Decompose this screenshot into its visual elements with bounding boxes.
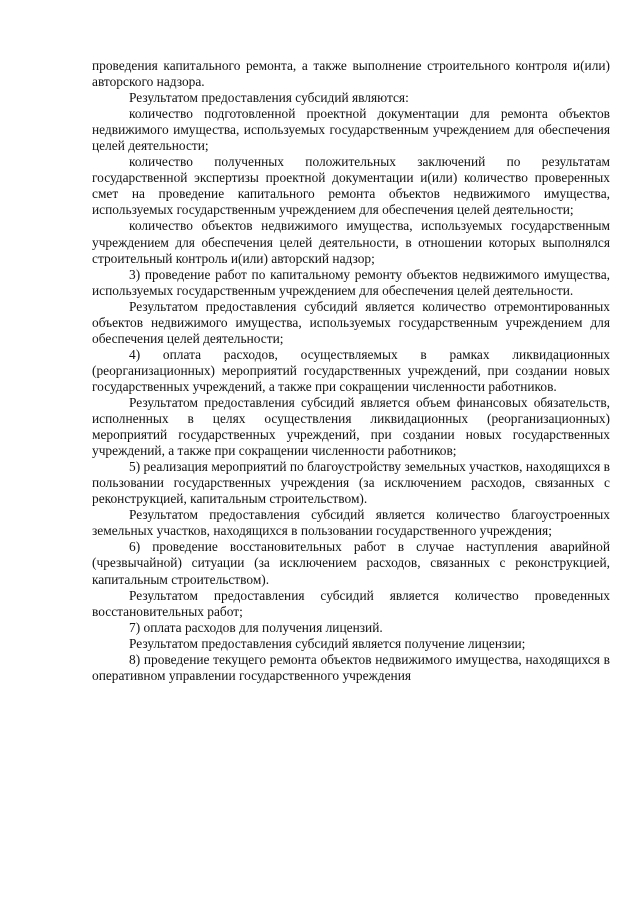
paragraph: Результатом предоставления субсидий являются: <box>129 90 409 106</box>
document-page <box>92 58 610 684</box>
paragraph: количество подготовленной проектной документации для ремонта объектов недвижимого имущества, используемых государственным учреждением для обеспечения целей деятельности; <box>92 106 610 154</box>
paragraph-continuation: проведения капитального ремонта, а также выполнение строительного контроля и(или) авторского надзора. <box>92 58 610 90</box>
paragraph: количество объектов недвижимого имущества, используемых государственным учреждением для обеспечения целей деятельности, в отношении которых выполнялся строительный контроль и(или) авторский надзор; <box>92 218 610 266</box>
paragraph: 6) проведение восстановительных работ в случае наступления аварийной (чрезвычайной) ситуации (за исключением расходов, связанных с реконструкцией, капитальным строительством). <box>92 539 610 587</box>
paragraph: Результатом предоставления субсидий является объем финансовых обязательств, исполненных в целях осуществления ликвидационных (реорганизационных) мероприятий государственных учреждений, при создании новых государственных учреждений, а также при сокращении численности работников; <box>92 394 610 459</box>
paragraph: количество полученных положительных заключений по результатам государственной экспертизы проектной документации и(или) количество проверенных смет на проведение капитального ремонта объектов недвижимого имущества, используемых государственным учреждением для обеспечения целей деятельности; <box>92 154 610 218</box>
paragraph: 4) оплата расходов, осуществляемых в рамках ликвидационных (реорганизационных) мероприятий государственных учреждений, при создании новых государственных учреждений, а также при сокращении численности работников. <box>92 346 610 394</box>
paragraph: 5) реализация мероприятий по благоустройству земельных участков, находящихся в пользовании государственных учреждения (за исключением расходов, связанных с реконструкцией, капитальным строительством). <box>92 459 610 507</box>
paragraph: 7) оплата расходов для получения лицензий. <box>129 619 383 635</box>
paragraph: Результатом предоставления субсидий является количество отремонтированных объектов недвижимого имущества, используемых государственным учреждением для обеспечения целей деятельности; <box>92 298 610 346</box>
paragraph: Результатом предоставления субсидий является количество проведенных восстановительных работ; <box>92 587 610 619</box>
paragraph: 3) проведение работ по капитальному ремонту объектов недвижимого имущества, используемых государственным учреждением для обеспечения целей деятельности. <box>92 266 610 298</box>
paragraph: Результатом предоставления субсидий является количество благоустроенных земельных участков, находящихся в пользовании государственного учреждения; <box>92 507 610 539</box>
paragraph: Результатом предоставления субсидий является получение лицензии; <box>129 635 526 651</box>
paragraph: 8) проведение текущего ремонта объектов недвижимого имущества, находящихся в оперативном управлении государственного учреждения <box>92 651 610 683</box>
